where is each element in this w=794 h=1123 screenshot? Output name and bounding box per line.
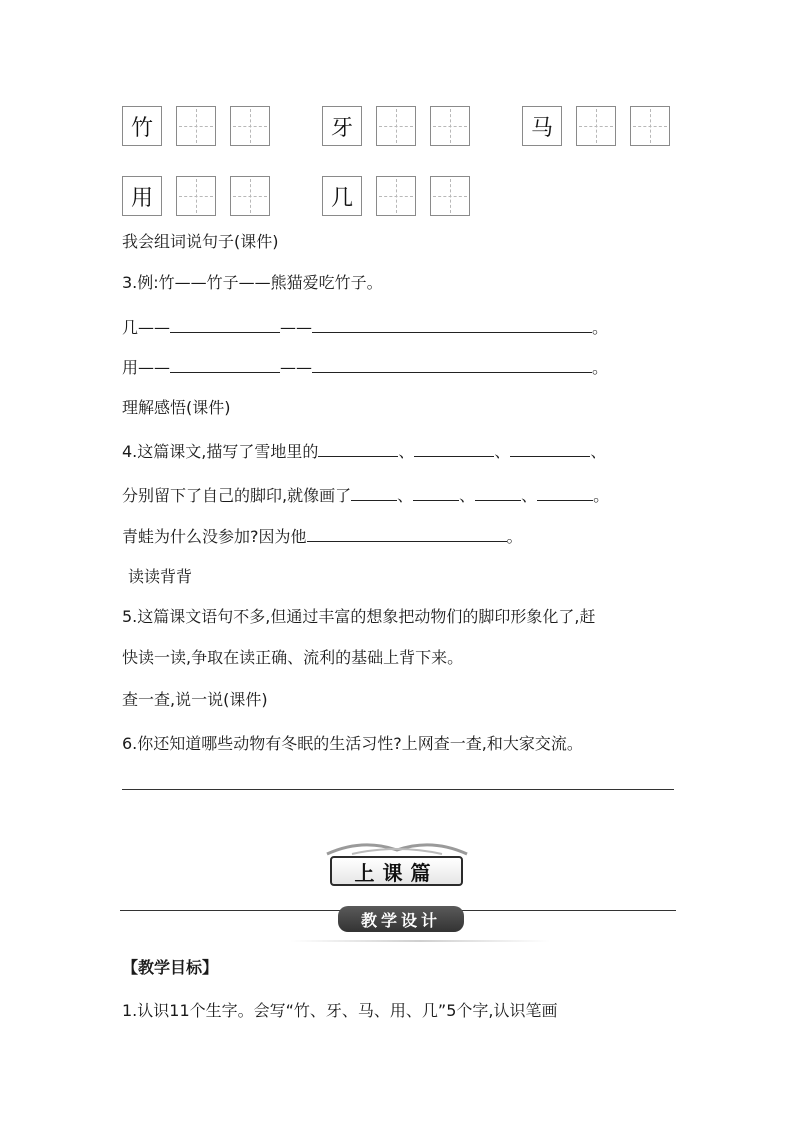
answer-blank[interactable] [475, 483, 521, 501]
section-heading-4: 理解感悟(课件) [122, 398, 231, 417]
answer-line[interactable] [122, 789, 674, 790]
separator: 、 [459, 486, 476, 505]
question-5-line-1: 5.这篇课文语句不多,但通过丰富的想象把动物们的脚印形象化了,赶 [122, 607, 596, 626]
answer-blank[interactable] [351, 483, 397, 501]
grid-cell-empty[interactable] [230, 176, 270, 216]
separator: 、 [397, 486, 414, 505]
question-4-line-2 [122, 483, 609, 507]
period: 。 [593, 486, 610, 505]
goals-line-1: 1.认识11个生字。会写“竹、牙、马、用、几”5个字,认识笔画 [122, 1001, 558, 1020]
dash: —— [280, 318, 313, 337]
question-6-line-1: 6.你还知道哪些动物有冬眠的生活习性?上网查一查,和大家交流。 [122, 734, 583, 753]
question-5-line-2: 快读一读,争取在读正确、流利的基础上背下来。 [122, 648, 464, 667]
grid-cell-character: 竹 [122, 106, 162, 146]
dash: —— [280, 358, 313, 377]
section-heading-6: 查一查,说一说(课件) [122, 690, 268, 709]
answer-blank[interactable] [307, 524, 507, 542]
grid-cell-empty[interactable] [630, 106, 670, 146]
grid-cell-character: 牙 [322, 106, 362, 146]
answer-blank[interactable] [170, 315, 280, 333]
section-heading-5: 读读背背 [128, 567, 193, 586]
grid-cell-empty[interactable] [176, 106, 216, 146]
answer-blank[interactable] [537, 483, 593, 501]
answer-blank[interactable] [414, 439, 494, 457]
answer-blank[interactable] [170, 355, 280, 373]
banner-title: 上课篇 [330, 856, 463, 886]
section-heading-3: 我会组词说句子(课件) [122, 232, 279, 251]
prompt-ji: 几—— [122, 318, 171, 337]
answer-blank[interactable] [312, 355, 592, 373]
period: 。 [506, 527, 523, 546]
answer-blank[interactable] [413, 483, 459, 501]
grid-cell-empty[interactable] [176, 176, 216, 216]
fill-line-ji [122, 315, 608, 339]
grid-cell-empty[interactable] [230, 106, 270, 146]
answer-blank[interactable] [318, 439, 398, 457]
grid-cell-empty[interactable] [430, 106, 470, 146]
question-text: 分别留下了自己的脚印,就像画了 [122, 486, 352, 505]
separator: 、 [521, 486, 538, 505]
question-text: 青蛙为什么没参加?因为他 [122, 527, 307, 546]
separator: 、 [494, 442, 511, 461]
fill-line-yong [122, 355, 608, 379]
banner-subtitle: 教学设计 [338, 906, 464, 932]
question-4-line-3 [122, 524, 523, 548]
separator: 、 [590, 442, 607, 461]
goals-heading: 【教学目标】 [122, 958, 219, 977]
grid-cell-empty[interactable] [430, 176, 470, 216]
answer-blank[interactable] [312, 315, 592, 333]
grid-cell-empty[interactable] [576, 106, 616, 146]
separator: 、 [398, 442, 415, 461]
grid-cell-character: 几 [322, 176, 362, 216]
example-sentence: 3.例:竹——竹子——熊猫爱吃竹子。 [122, 273, 383, 292]
grid-cell-character: 用 [122, 176, 162, 216]
question-4-line-1 [122, 439, 606, 463]
answer-blank[interactable] [510, 439, 590, 457]
banner-shadow [290, 940, 550, 942]
question-text: 4.这篇课文,描写了雪地里的 [122, 442, 319, 461]
period: 。 [592, 318, 609, 337]
grid-cell-character: 马 [522, 106, 562, 146]
grid-cell-empty[interactable] [376, 106, 416, 146]
period: 。 [592, 358, 609, 377]
prompt-yong: 用—— [122, 358, 171, 377]
grid-cell-empty[interactable] [376, 176, 416, 216]
